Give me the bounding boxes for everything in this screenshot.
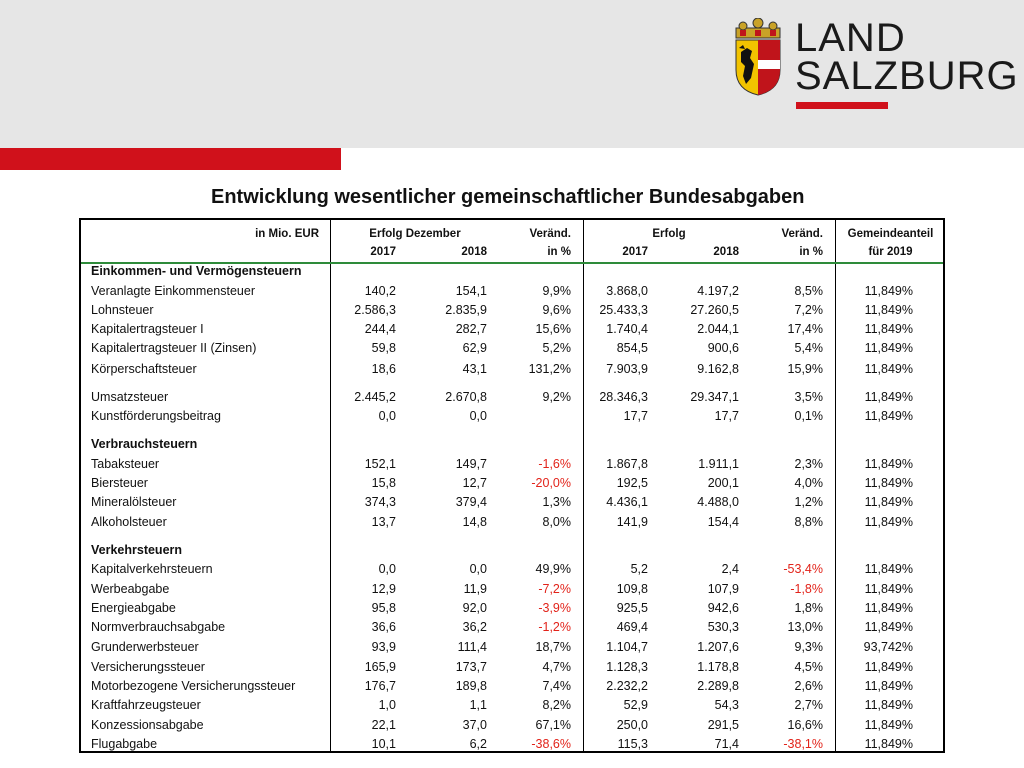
- row-erfolg-change: 2,7%: [794, 698, 823, 712]
- logo-text-salzburg: SALZBURG: [795, 54, 1019, 98]
- row-erfolg-2017: 17,7: [623, 409, 648, 423]
- row-erfolg-2018: 4.197,2: [697, 284, 739, 298]
- row-dez-2017: 95,8: [371, 601, 396, 615]
- row-erfolg-change: 16,6%: [787, 718, 823, 732]
- row-erfolg-change: -1,8%: [790, 582, 823, 596]
- row-erfolg-2017: 141,9: [616, 515, 648, 529]
- row-erfolg-change: 17,4%: [787, 322, 823, 336]
- row-name: Tabaksteuer: [91, 457, 160, 471]
- row-erfolg-change: 0,1%: [794, 409, 823, 423]
- row-dez-2017: 374,3: [364, 495, 396, 509]
- header-year-2018-erfolg: 2018: [713, 246, 739, 258]
- row-name: Lohnsteuer: [91, 303, 154, 317]
- row-name: Alkoholsteuer: [91, 515, 167, 529]
- row-gemeindeanteil: 11,849%: [864, 679, 913, 693]
- row-dez-2017: 176,7: [364, 679, 396, 693]
- row-name: Veranlagte Einkommensteuer: [91, 284, 255, 298]
- row-dez-change: 49,9%: [535, 562, 571, 576]
- row-dez-2018: 0,0: [469, 562, 487, 576]
- row-gemeindeanteil: 11,849%: [864, 620, 913, 634]
- row-erfolg-2017: 192,5: [616, 476, 648, 490]
- row-erfolg-2017: 52,9: [623, 698, 648, 712]
- header-year-2018-dez: 2018: [461, 246, 487, 258]
- row-dez-2018: 62,9: [462, 341, 487, 355]
- row-erfolg-2018: 17,7: [714, 409, 739, 423]
- row-erfolg-2017: 925,5: [616, 601, 648, 615]
- row-dez-2017: 152,1: [364, 457, 396, 471]
- row-erfolg-change: 13,0%: [787, 620, 823, 634]
- row-dez-change: -38,6%: [531, 737, 571, 751]
- row-name: Kunstförderungsbeitrag: [91, 409, 221, 423]
- row-name: Körperschaftsteuer: [91, 362, 197, 376]
- row-dez-2017: 15,8: [371, 476, 396, 490]
- row-erfolg-2017: 115,3: [617, 737, 648, 751]
- row-erfolg-change: 1,2%: [794, 495, 823, 509]
- row-gemeindeanteil: 11,849%: [864, 284, 913, 298]
- row-name: Energieabgabe: [91, 601, 176, 615]
- row-name: Flugabgabe: [91, 737, 158, 751]
- row-dez-2017: 93,9: [371, 640, 396, 654]
- row-erfolg-2018: 1.911,1: [698, 457, 739, 471]
- row-dez-change: 5,2%: [542, 341, 571, 355]
- row-dez-2017: 2.445,2: [354, 390, 396, 404]
- row-dez-2017: 140,2: [364, 284, 396, 298]
- section-verbrauch: Verbrauchsteuern: [91, 437, 198, 451]
- row-dez-2017: 244,4: [364, 322, 396, 336]
- row-erfolg-2018: 1.178,8: [697, 660, 739, 674]
- row-erfolg-2017: 5,2: [630, 562, 648, 576]
- row-gemeindeanteil: 11,849%: [864, 495, 913, 509]
- row-erfolg-2018: 2.044,1: [697, 322, 739, 336]
- row-erfolg-2018: 200,1: [707, 476, 739, 490]
- header-erfolg: Erfolg: [652, 228, 686, 240]
- section-einkommen: Einkommen- und Vermögensteuern: [91, 264, 302, 278]
- row-dez-change: 9,9%: [542, 284, 571, 298]
- row-erfolg-2017: 2.232,2: [606, 679, 648, 693]
- row-dez-change: 9,6%: [542, 303, 571, 317]
- coat-of-arms-icon: [733, 18, 783, 96]
- row-dez-change: 67,1%: [535, 718, 571, 732]
- row-dez-2017: 2.586,3: [354, 303, 396, 317]
- section-verkehr: Verkehrsteuern: [91, 543, 183, 557]
- row-erfolg-2018: 4.488,0: [697, 495, 739, 509]
- row-dez-2017: 36,6: [371, 620, 396, 634]
- row-gemeindeanteil: 93,742%: [863, 640, 913, 654]
- row-gemeindeanteil: 11,849%: [864, 737, 913, 751]
- row-erfolg-2018: 942,6: [707, 601, 739, 615]
- row-gemeindeanteil: 11,849%: [864, 341, 913, 355]
- row-erfolg-2018: 154,4: [707, 515, 739, 529]
- row-erfolg-change: 5,4%: [794, 341, 823, 355]
- row-gemeindeanteil: 11,849%: [864, 562, 913, 576]
- row-erfolg-2017: 1.740,4: [606, 322, 648, 336]
- row-erfolg-2017: 25.433,3: [599, 303, 648, 317]
- row-name: Kapitalertragsteuer I: [91, 322, 204, 336]
- row-dez-2017: 0,0: [378, 562, 396, 576]
- header-change-dez: Veränd.: [529, 228, 571, 240]
- row-dez-change: 8,2%: [542, 698, 571, 712]
- row-erfolg-change: 1,8%: [794, 601, 823, 615]
- row-name: Versicherungssteuer: [91, 660, 205, 674]
- row-gemeindeanteil: 11,849%: [864, 660, 913, 674]
- row-name: Werbeabgabe: [91, 582, 170, 596]
- header-unit: in Mio. EUR: [255, 228, 319, 240]
- row-erfolg-change: -53,4%: [783, 562, 823, 576]
- row-dez-2018: 0,0: [469, 409, 487, 423]
- row-dez-2018: 379,4: [455, 495, 487, 509]
- row-gemeindeanteil: 11,849%: [864, 718, 913, 732]
- header-year-2017-dez: 2017: [370, 246, 396, 258]
- row-gemeindeanteil: 11,849%: [864, 582, 913, 596]
- row-name: Grunderwerbsteuer: [91, 640, 199, 654]
- row-erfolg-2018: 27.260,5: [690, 303, 739, 317]
- row-dez-change: -1,6%: [538, 457, 571, 471]
- row-dez-2017: 0,0: [378, 409, 396, 423]
- row-gemeindeanteil: 11,849%: [864, 476, 913, 490]
- row-erfolg-2017: 1.104,7: [606, 640, 648, 654]
- row-gemeindeanteil: 11,849%: [864, 409, 913, 423]
- row-dez-2017: 10,1: [371, 737, 396, 751]
- row-name: Konzessionsabgabe: [91, 718, 204, 732]
- header-change-unit-dez: in %: [547, 246, 571, 258]
- row-gemeindeanteil: 11,849%: [864, 515, 913, 529]
- row-dez-2018: 37,0: [462, 718, 487, 732]
- row-dez-2018: 12,7: [462, 476, 487, 490]
- row-erfolg-2017: 1.128,3: [606, 660, 648, 674]
- row-dez-change: 131,2%: [528, 362, 571, 376]
- row-dez-2017: 13,7: [371, 515, 396, 529]
- row-dez-change: 4,7%: [542, 660, 571, 674]
- row-erfolg-2018: 107,9: [707, 582, 739, 596]
- column-divider: [330, 220, 331, 751]
- row-dez-2017: 18,6: [371, 362, 396, 376]
- row-name: Kapitalertragsteuer II (Zinsen): [91, 341, 257, 355]
- header-change-unit-erfolg: in %: [799, 246, 823, 258]
- row-dez-2017: 22,1: [371, 718, 396, 732]
- row-name: Normverbrauchsabgabe: [91, 620, 226, 634]
- row-dez-2018: 6,2: [469, 737, 487, 751]
- row-erfolg-change: 7,2%: [794, 303, 823, 317]
- row-erfolg-2017: 469,4: [616, 620, 648, 634]
- row-erfolg-change: 3,5%: [794, 390, 823, 404]
- row-erfolg-2017: 109,8: [616, 582, 648, 596]
- row-erfolg-2017: 4.436,1: [606, 495, 648, 509]
- header-change-erfolg: Veränd.: [781, 228, 823, 240]
- row-dez-2018: 43,1: [462, 362, 487, 376]
- row-gemeindeanteil: 11,849%: [864, 457, 913, 471]
- row-erfolg-2017: 1.867,8: [606, 457, 648, 471]
- row-erfolg-change: 2,6%: [794, 679, 823, 693]
- row-gemeindeanteil: 11,849%: [864, 322, 913, 336]
- row-dez-2018: 36,2: [462, 620, 487, 634]
- row-dez-2018: 111,4: [457, 640, 487, 654]
- row-name: Kraftfahrzeugsteuer: [91, 698, 201, 712]
- row-erfolg-change: 8,8%: [794, 515, 823, 529]
- row-erfolg-change: 8,5%: [794, 284, 823, 298]
- row-gemeindeanteil: 11,849%: [864, 698, 913, 712]
- row-erfolg-2017: 250,0: [616, 718, 648, 732]
- row-dez-change: -1,2%: [538, 620, 571, 634]
- row-dez-2018: 11,9: [463, 582, 487, 596]
- row-erfolg-2018: 530,3: [707, 620, 739, 634]
- row-erfolg-2018: 54,3: [714, 698, 739, 712]
- header-share: Gemeindeanteil: [847, 228, 934, 240]
- tax-table: [79, 218, 945, 753]
- row-name: Kapitalverkehrsteuern: [91, 562, 213, 576]
- row-dez-2017: 165,9: [364, 660, 396, 674]
- row-name: Motorbezogene Versicherungssteuer: [91, 679, 296, 693]
- row-dez-2017: 12,9: [371, 582, 396, 596]
- row-dez-change: 15,6%: [535, 322, 571, 336]
- logo-text-land: LAND: [795, 16, 906, 60]
- row-dez-change: -3,9%: [538, 601, 571, 615]
- row-gemeindeanteil: 11,849%: [864, 601, 913, 615]
- row-dez-2018: 154,1: [455, 284, 487, 298]
- row-erfolg-2018: 9.162,8: [697, 362, 739, 376]
- row-erfolg-2017: 7.903,9: [606, 362, 648, 376]
- header-year-2017-erfolg: 2017: [622, 246, 648, 258]
- row-erfolg-2017: 854,5: [616, 341, 648, 355]
- row-erfolg-2018: 900,6: [707, 341, 739, 355]
- row-dez-2018: 149,7: [455, 457, 487, 471]
- row-dez-2018: 282,7: [455, 322, 487, 336]
- row-dez-2018: 189,8: [455, 679, 487, 693]
- row-dez-change: 9,2%: [542, 390, 571, 404]
- row-erfolg-change: 4,0%: [794, 476, 823, 490]
- row-erfolg-change: 15,9%: [787, 362, 823, 376]
- row-erfolg-2018: 1.207,6: [697, 640, 739, 654]
- row-dez-change: 8,0%: [542, 515, 571, 529]
- row-dez-2018: 92,0: [462, 601, 487, 615]
- row-dez-2018: 2.835,9: [445, 303, 487, 317]
- land-salzburg-logo: [733, 16, 1019, 113]
- row-dez-2018: 14,8: [462, 515, 487, 529]
- logo-underline: [796, 102, 888, 109]
- row-dez-change: -20,0%: [531, 476, 571, 490]
- row-name: Mineralölsteuer: [91, 495, 177, 509]
- row-erfolg-2018: 71,4: [714, 737, 739, 751]
- row-gemeindeanteil: 11,849%: [864, 390, 913, 404]
- row-dez-change: 7,4%: [542, 679, 571, 693]
- header-erfolg-dezember: Erfolg Dezember: [369, 228, 461, 240]
- row-dez-2017: 1,0: [378, 698, 396, 712]
- row-erfolg-2018: 2.289,8: [697, 679, 739, 693]
- column-divider: [835, 220, 836, 751]
- row-erfolg-2018: 29.347,1: [690, 390, 739, 404]
- column-divider: [583, 220, 584, 751]
- row-dez-change: 1,3%: [542, 495, 571, 509]
- row-name: Umsatzsteuer: [91, 390, 169, 404]
- row-dez-change: 18,7%: [535, 640, 571, 654]
- row-dez-change: -7,2%: [538, 582, 571, 596]
- row-erfolg-change: 2,3%: [794, 457, 823, 471]
- row-erfolg-2018: 2,4: [721, 562, 739, 576]
- row-erfolg-change: -38,1%: [783, 737, 823, 751]
- accent-red-bar: [0, 148, 341, 170]
- row-dez-2018: 1,1: [469, 698, 487, 712]
- row-erfolg-2017: 28.346,3: [599, 390, 648, 404]
- header-share-year: für 2019: [868, 246, 913, 258]
- row-erfolg-change: 4,5%: [794, 660, 823, 674]
- row-gemeindeanteil: 11,849%: [864, 362, 913, 376]
- row-name: Biersteuer: [91, 476, 148, 490]
- page-title: Entwicklung wesentlicher gemeinschaftlicher Bundesabgaben: [211, 186, 805, 208]
- row-dez-2018: 2.670,8: [445, 390, 487, 404]
- row-erfolg-2018: 291,5: [707, 718, 739, 732]
- row-dez-2018: 173,7: [455, 660, 487, 674]
- row-gemeindeanteil: 11,849%: [864, 303, 913, 317]
- row-dez-2017: 59,8: [371, 341, 396, 355]
- row-erfolg-change: 9,3%: [794, 640, 823, 654]
- row-erfolg-2017: 3.868,0: [606, 284, 648, 298]
